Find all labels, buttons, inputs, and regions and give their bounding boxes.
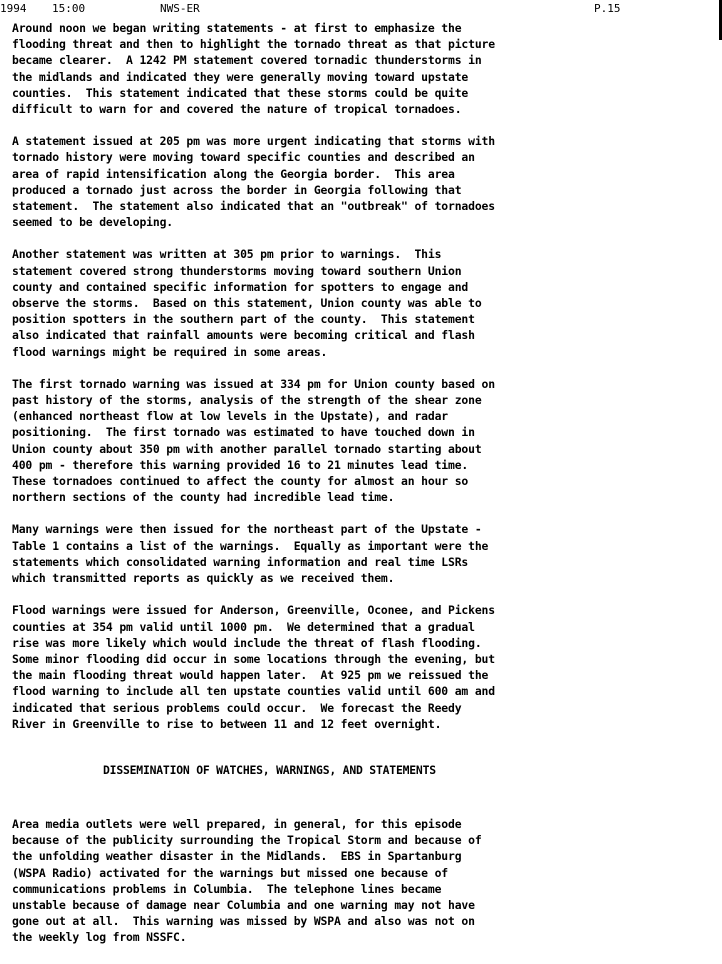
- text-line: the weekly log from NSSFC.: [12, 930, 187, 945]
- paragraph-first-tornado-warning: [12, 376, 716, 506]
- document-body: [12, 20, 716, 962]
- text-line: area of rapid intensification along the Georgia border. This area: [12, 166, 455, 181]
- fax-sender: NWS-ER: [160, 2, 200, 15]
- text-line: positioning. The first tornado was estimated to have touched down in: [12, 425, 475, 440]
- text-line: Flood warnings were issued for Anderson, Greenville, Oconee, and Pickens: [12, 603, 495, 618]
- text-line: communications problems in Columbia. The telephone lines became: [12, 881, 442, 896]
- text-line: seemed to be developing.: [12, 215, 173, 230]
- section-heading-dissemination: DISSEMINATION OF WATCHES, WARNINGS, AND STATEMENTS: [103, 762, 436, 777]
- text-line: indicated that serious problems could occur. We forecast the Reedy: [12, 700, 462, 715]
- fax-time: 15:00: [52, 2, 86, 15]
- text-line: These tornadoes continued to affect the county for almost an hour so: [12, 474, 469, 489]
- text-line: the midlands and indicated they were generally moving toward upstate: [12, 69, 469, 84]
- text-line: 400 pm - therefore this warning provided 16 to 21 minutes lead time.: [12, 457, 469, 472]
- text-line: River in Greenville to rise to between 11 and 12 feet overnight.: [12, 716, 442, 731]
- text-line: northern sections of the county had incredible lead time.: [12, 490, 395, 505]
- text-line: Area media outlets were well prepared, in general, for this episode: [12, 816, 462, 831]
- text-line: rise was more likely which would include the threat of flash flooding.: [12, 635, 482, 650]
- text-line: the main flooding threat would happen later. At 925 pm we reissued the: [12, 668, 489, 683]
- text-line: flood warning to include all ten upstate counties valid until 600 am and: [12, 684, 495, 699]
- text-line: Union county about 350 pm with another parallel tornado starting about: [12, 441, 482, 456]
- text-line: which transmitted reports as quickly as we received them.: [12, 571, 395, 586]
- text-line: Some minor flooding did occur in some locations through the evening, but: [12, 651, 495, 666]
- text-line: produced a tornado just across the border in Georgia following that: [12, 182, 462, 197]
- text-line: (WSPA Radio) activated for the warnings but missed one because of: [12, 865, 449, 880]
- text-line: past history of the storms, analysis of the strength of the shear zone: [12, 393, 482, 408]
- paragraph-media-outlets: [12, 816, 716, 946]
- text-line: Another statement was written at 305 pm prior to warnings. This: [12, 247, 442, 262]
- text-line: counties at 354 pm valid until 1000 pm. We determined that a gradual: [12, 619, 475, 634]
- paragraph-205pm-statement: [12, 133, 716, 230]
- text-line: difficult to warn for and covered the nature of tropical tornadoes.: [12, 102, 462, 117]
- text-line: statements which consolidated warning information and real time LSRs: [12, 554, 469, 569]
- text-line: statement. The statement also indicated that an "outbreak" of tornadoes: [12, 199, 495, 214]
- text-line: became clearer. A 1242 PM statement covered tornadic thunderstorms in: [12, 53, 482, 68]
- paragraph-many-warnings: [12, 521, 716, 586]
- text-line: the unfolding weather disaster in the Midlands. EBS in Spartanburg: [12, 849, 462, 864]
- text-line: statement covered strong thunderstorms moving toward southern Union: [12, 263, 462, 278]
- text-line: also indicated that rainfall amounts were becoming critical and flash: [12, 328, 475, 343]
- text-line: because of the publicity surrounding the Tropical Storm and because of: [12, 833, 482, 848]
- text-line: Around noon we began writing statements - at first to emphasize the: [12, 21, 462, 35]
- text-line: counties. This statement indicated that these storms could be quite: [12, 85, 469, 100]
- text-line: position spotters in the southern part of the county. This statement: [12, 312, 475, 327]
- text-line: flooding threat and then to highlight the tornado threat as that picture: [12, 37, 495, 52]
- text-line: tornado history were moving toward specific counties and described an: [12, 150, 475, 165]
- text-line: Many warnings were then issued for the northeast part of the Upstate -: [12, 522, 482, 537]
- fax-page-number: P.15: [594, 2, 621, 15]
- text-line: flood warnings might be required in some areas.: [12, 344, 328, 359]
- text-line: county and contained specific information for spotters to engage and: [12, 279, 469, 294]
- text-line: unstable because of damage near Columbia and one warning may not have: [12, 897, 475, 912]
- text-line: The first tornado warning was issued at 334 pm for Union county based on: [12, 376, 495, 391]
- text-line: observe the storms. Based on this statement, Union county was able to: [12, 296, 482, 311]
- fax-header: [0, 2, 722, 18]
- text-line: gone out at all. This warning was missed by WSPA and also was not on: [12, 914, 475, 929]
- paragraph-noon-statements: [12, 20, 716, 117]
- text-line: Table 1 contains a list of the warnings. Equally as important were the: [12, 538, 489, 553]
- paragraph-flood-warnings: [12, 602, 716, 732]
- text-line: (enhanced northeast flow at low levels in the Upstate), and radar: [12, 409, 449, 424]
- fax-date: 1994: [0, 2, 27, 15]
- text-line: A statement issued at 205 pm was more urgent indicating that storms with: [12, 134, 495, 149]
- paragraph-305pm-statement: [12, 246, 716, 359]
